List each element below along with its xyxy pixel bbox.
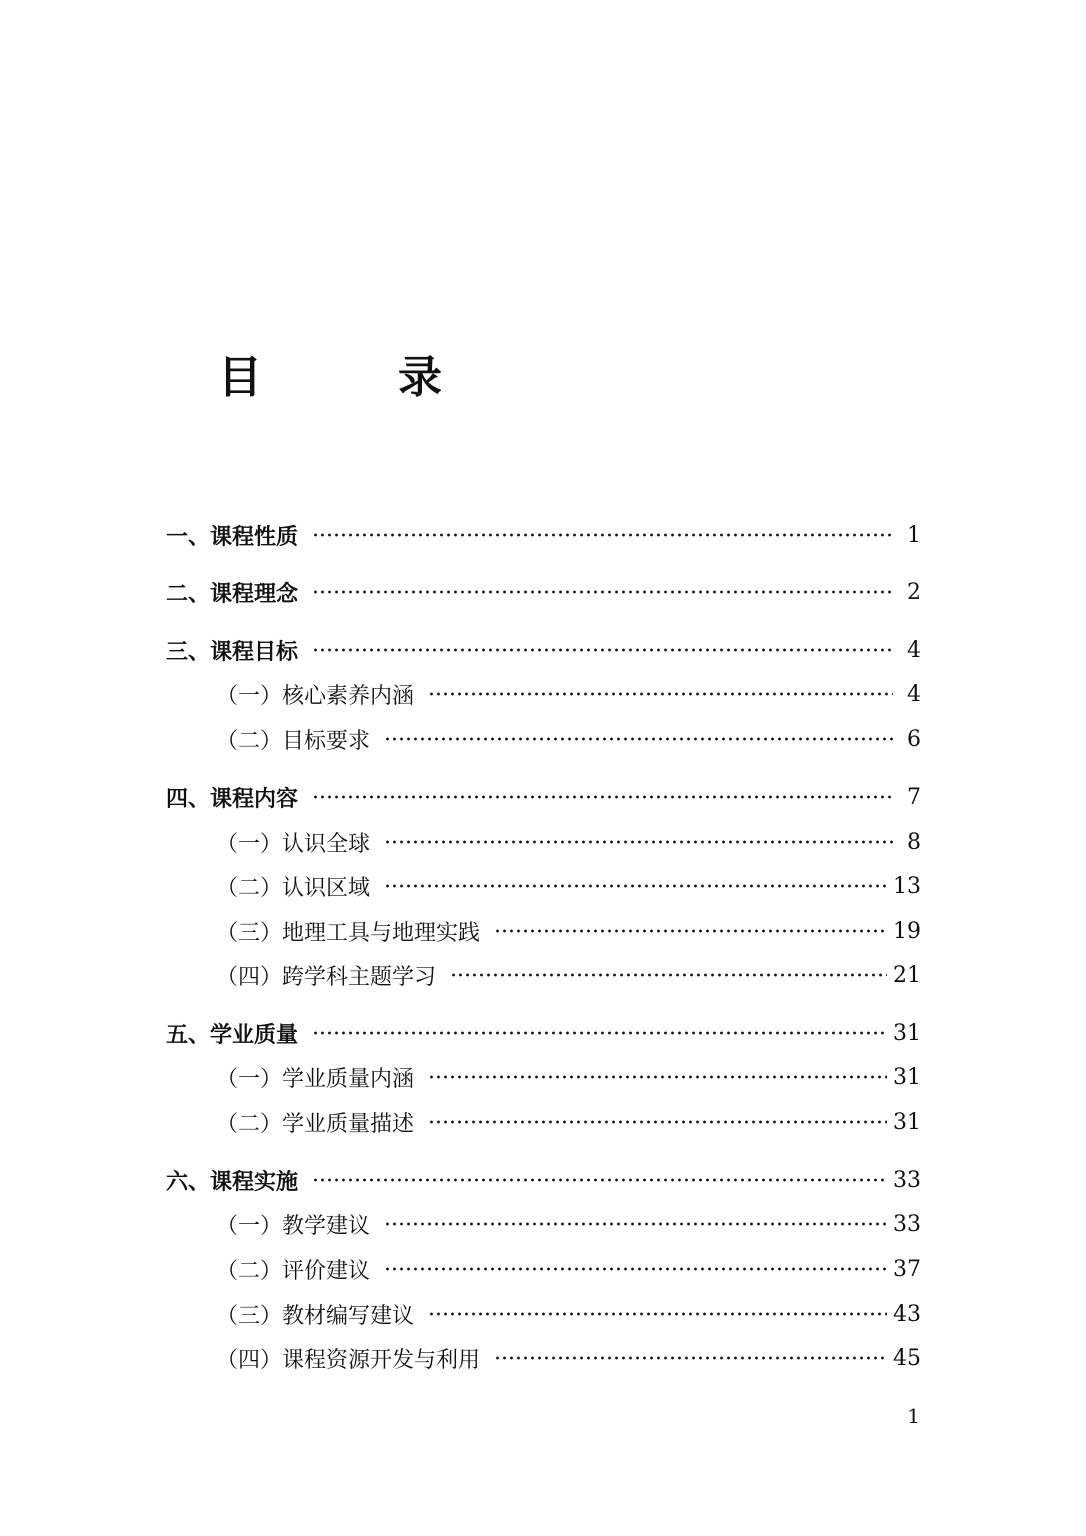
toc-entry-label: 五、学业质量: [166, 1022, 299, 1048]
toc-entry-page: 2: [907, 579, 921, 605]
dot-leader: [312, 795, 893, 799]
toc-subentry[interactable]: [216, 722, 921, 756]
toc-entry-page: 33: [893, 1167, 921, 1193]
toc-title: 目 录: [218, 352, 488, 403]
dot-leader: [428, 1312, 887, 1316]
toc-entry-page: 4: [907, 637, 921, 663]
toc-entry-label: 六、课程实施: [166, 1169, 299, 1195]
toc-entry-label: （一）认识全球: [216, 831, 371, 857]
toc-entry-page: 31: [893, 1109, 921, 1135]
dot-leader: [312, 533, 893, 537]
toc-entry-page: 33: [893, 1211, 921, 1237]
toc-subentry[interactable]: [216, 958, 921, 992]
toc-entry-label: （三）地理工具与地理实践: [216, 920, 481, 946]
toc-entry[interactable]: [166, 633, 921, 667]
toc-subentry[interactable]: [216, 1252, 921, 1286]
toc-entry-label: （一）教学建议: [216, 1213, 371, 1239]
toc-entry[interactable]: [166, 1016, 921, 1050]
toc-entry-page: 43: [893, 1301, 921, 1327]
toc-entry-page: 1: [907, 522, 921, 548]
toc-entry-label: 四、课程内容: [166, 786, 299, 812]
toc-subentry[interactable]: [216, 677, 921, 711]
toc-entry-label: （二）评价建议: [216, 1258, 371, 1284]
toc-subentry[interactable]: [216, 1060, 921, 1094]
toc-entry-page: 37: [893, 1256, 921, 1282]
toc-subentry[interactable]: [216, 869, 921, 903]
dot-leader: [384, 1267, 887, 1271]
toc-entry-page: 13: [893, 873, 921, 899]
toc-entry[interactable]: [166, 575, 921, 609]
dot-leader: [450, 973, 887, 977]
toc-entry-label: （二）目标要求: [216, 728, 371, 754]
toc-subentry[interactable]: [216, 1207, 921, 1241]
toc-entry-page: 19: [893, 918, 921, 944]
dot-leader: [384, 884, 887, 888]
toc-entry[interactable]: [166, 1163, 921, 1197]
toc-entry-page: 45: [893, 1345, 921, 1371]
dot-leader: [384, 1222, 887, 1226]
toc-entry-label: 三、课程目标: [166, 639, 299, 665]
toc-entry-page: 21: [893, 962, 921, 988]
dot-leader: [312, 1031, 887, 1035]
dot-leader: [312, 648, 893, 652]
toc-entry[interactable]: [166, 518, 921, 552]
dot-leader: [312, 590, 893, 594]
dot-leader: [384, 840, 893, 844]
toc-entry-label: （一）核心素养内涵: [216, 683, 415, 709]
toc-entry-page: 31: [893, 1064, 921, 1090]
dot-leader: [494, 1356, 887, 1360]
toc-entry-page: 31: [893, 1020, 921, 1046]
toc-entry-label: （一）学业质量内涵: [216, 1066, 415, 1092]
toc-entry-label: （四）课程资源开发与利用: [216, 1347, 481, 1373]
toc-entry[interactable]: [166, 780, 921, 814]
toc-entry-label: （三）教材编写建议: [216, 1303, 415, 1329]
dot-leader: [428, 1120, 887, 1124]
toc-entry-page: 7: [907, 784, 921, 810]
toc-entry-page: 4: [907, 681, 921, 707]
dot-leader: [494, 929, 887, 933]
toc-entry-page: 6: [907, 726, 921, 752]
toc-subentry[interactable]: [216, 914, 921, 948]
toc-subentry[interactable]: [216, 825, 921, 859]
toc-entry-label: （二）学业质量描述: [216, 1111, 415, 1137]
toc-subentry[interactable]: [216, 1341, 921, 1375]
toc-subentry[interactable]: [216, 1297, 921, 1331]
dot-leader: [428, 692, 893, 696]
dot-leader: [384, 737, 893, 741]
dot-leader: [428, 1075, 887, 1079]
toc-entry-label: 一、课程性质: [166, 524, 299, 550]
dot-leader: [312, 1178, 887, 1182]
toc-subentry[interactable]: [216, 1105, 921, 1139]
toc-entry-label: （二）认识区域: [216, 875, 371, 901]
toc-entry-label: 二、课程理念: [166, 581, 299, 607]
page-number: 1: [907, 1404, 920, 1428]
toc-entry-page: 8: [907, 829, 921, 855]
toc-entry-label: （四）跨学科主题学习: [216, 964, 437, 990]
